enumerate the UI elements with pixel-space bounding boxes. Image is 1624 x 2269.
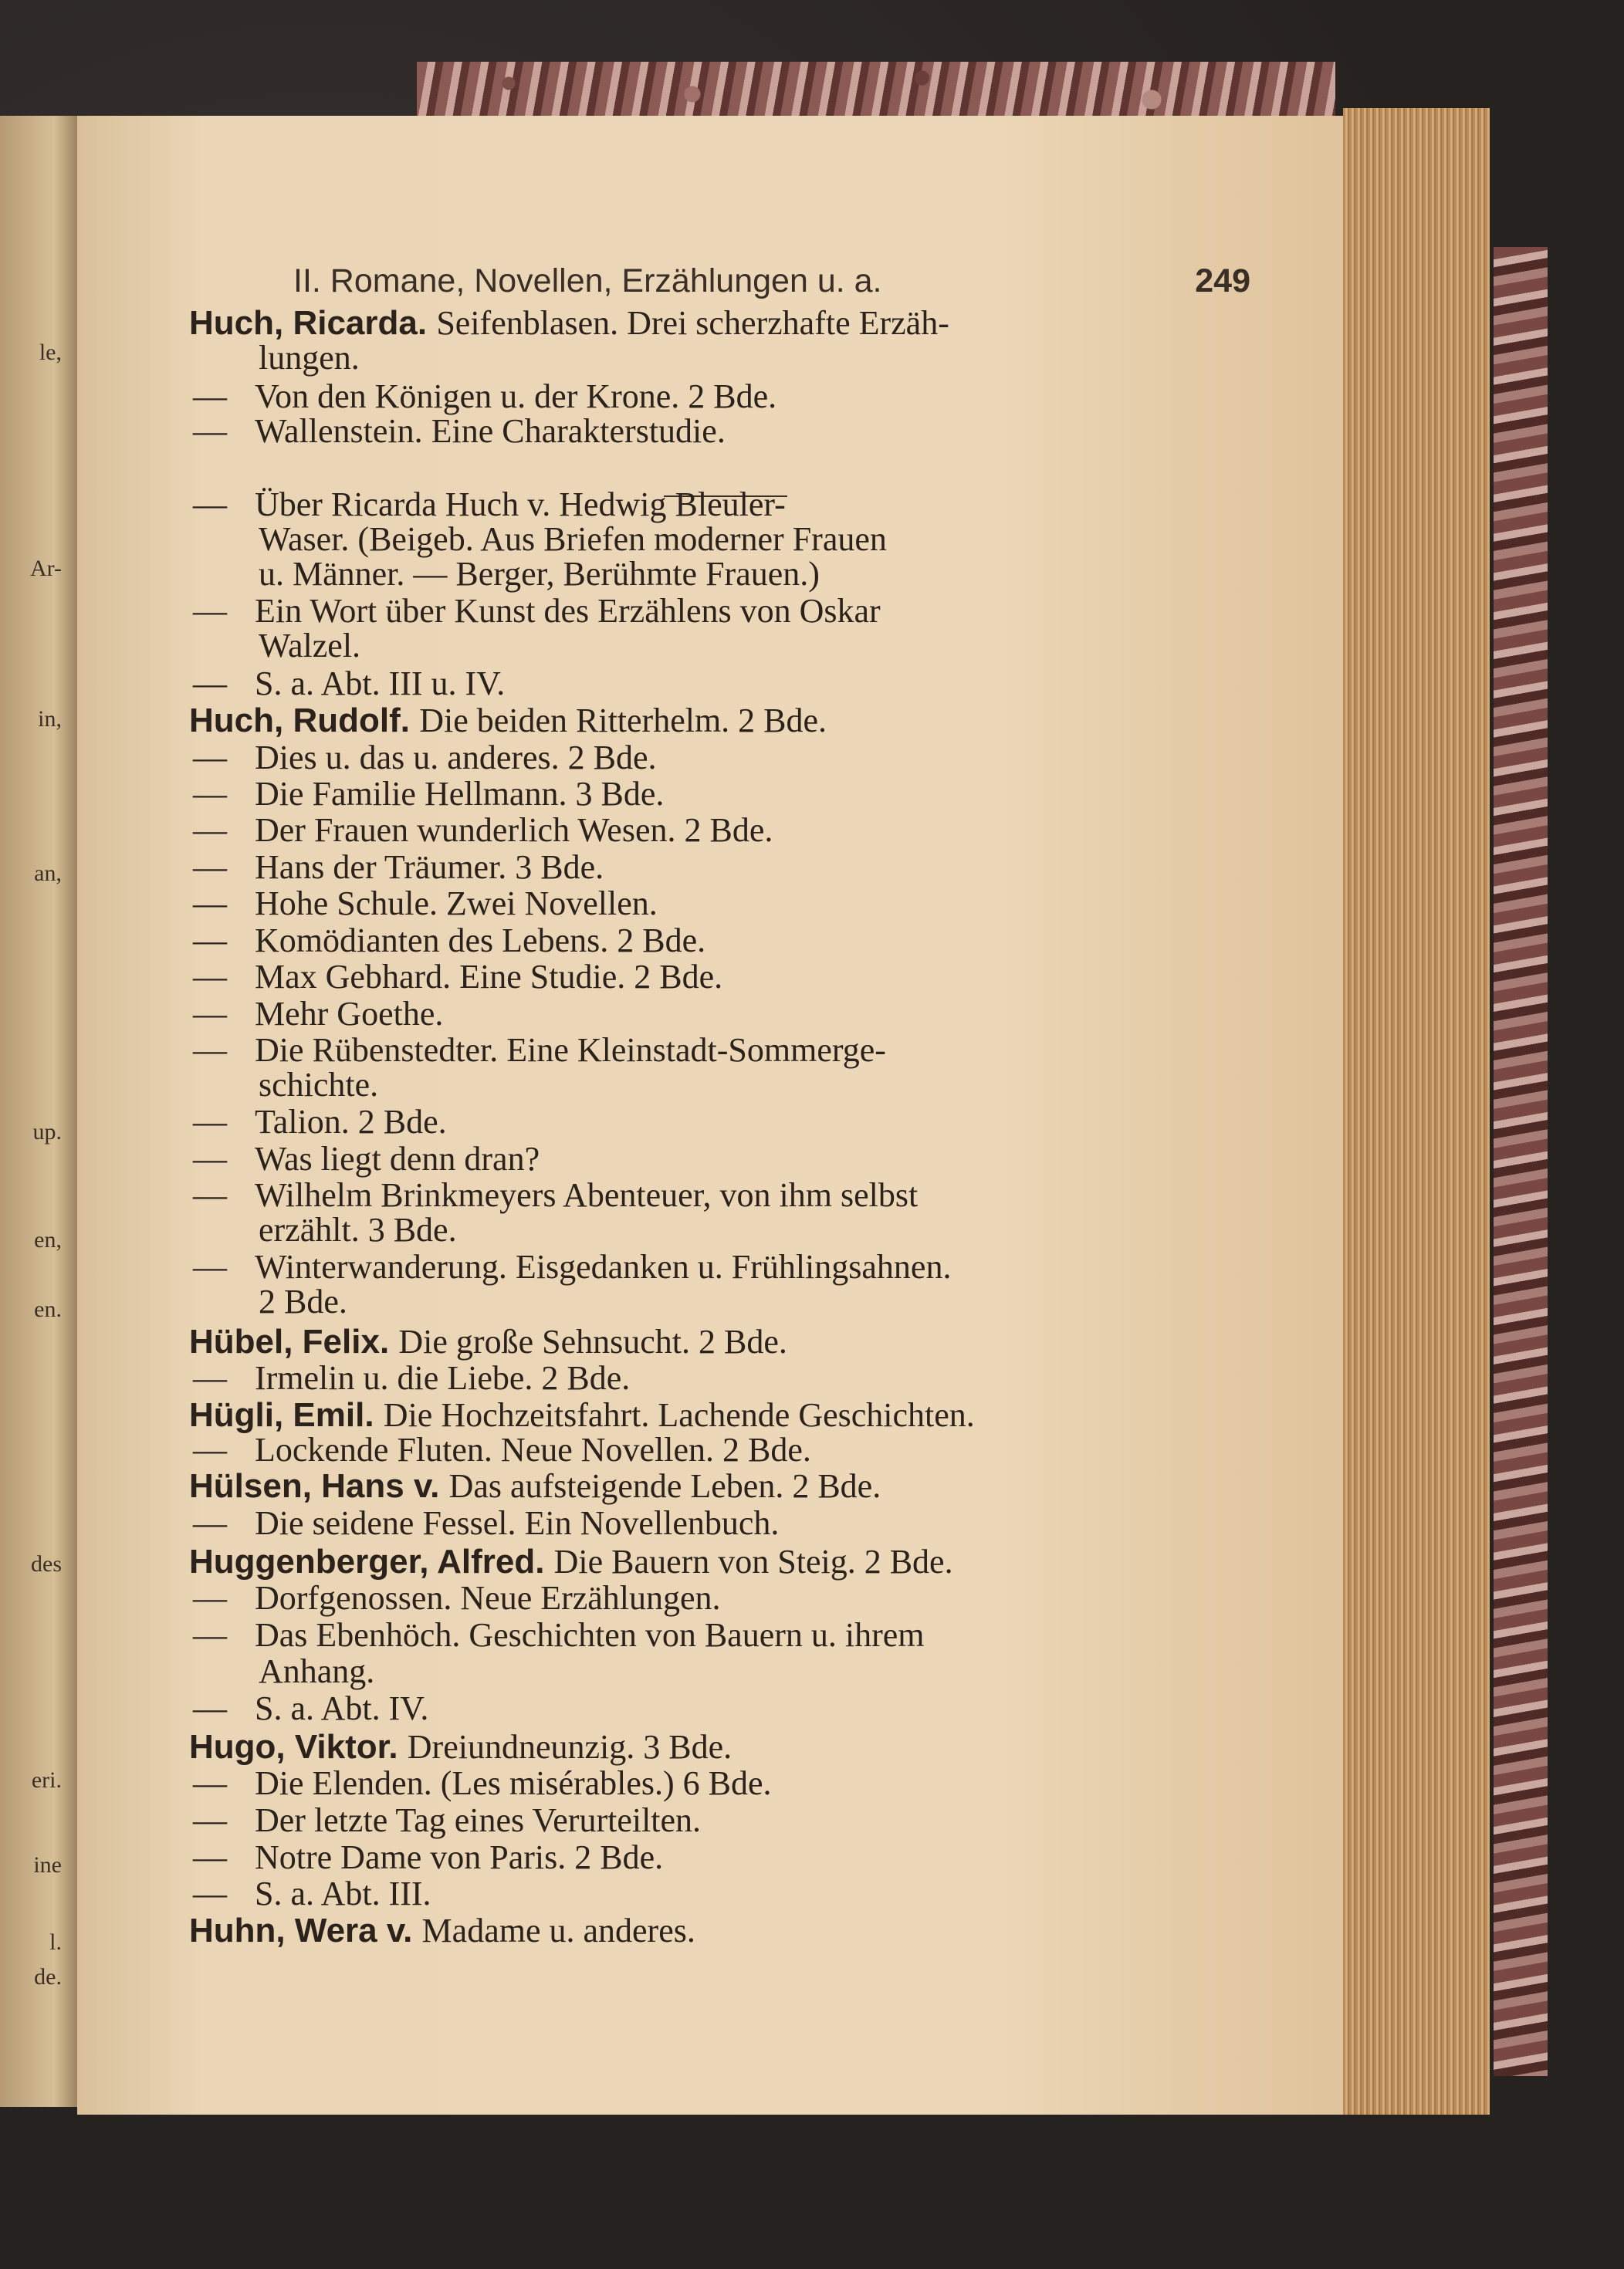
- author-name: Huch, Ricarda.: [189, 304, 437, 342]
- catalog-entry-line: [193, 1432, 811, 1469]
- section-title: II. Romane, Novellen, Erzählungen u. a.: [293, 262, 882, 299]
- author-name: Hülsen, Hans v.: [189, 1467, 449, 1505]
- entry-title-text: Der letzte Tag eines Verurteilten.: [255, 1801, 702, 1839]
- running-header: [293, 262, 1250, 300]
- entry-title-text: Waser. (Beigeb. Aus Briefen moderner Frauen: [259, 520, 887, 558]
- catalog-entry-line: [259, 627, 360, 664]
- entry-title-text: Die seidene Fessel. Ein Novellenbuch.: [255, 1504, 780, 1542]
- left-fragment: en,: [34, 1227, 62, 1253]
- entry-title-text: Max Gebhard. Eine Studie. 2 Bde.: [255, 958, 723, 996]
- entry-title-text: Irmelin u. die Liebe. 2 Bde.: [255, 1359, 631, 1397]
- entry-title-text: Der Frauen wunderlich Wesen. 2 Bde.: [255, 811, 773, 849]
- entry-title-text: Dorfgenossen. Neue Erzählungen.: [255, 1579, 721, 1617]
- entry-title-text: Die Rübenstedter. Eine Kleinstadt-Sommerge-: [255, 1031, 886, 1069]
- entry-title-text: Komödianten des Lebens. 2 Bde.: [255, 921, 706, 959]
- entry-title-text: Winterwanderung. Eisgedanken u. Frühlingsahnen.: [255, 1248, 952, 1286]
- book-page: [77, 116, 1343, 2115]
- entry-title-text: Hohe Schule. Zwei Novellen.: [255, 884, 658, 922]
- entry-title-text: Die Hochzeitsfahrt. Lachende Geschichten.: [383, 1396, 975, 1434]
- catalog-entry-line: [193, 1690, 428, 1727]
- catalog-entry-line: [193, 1032, 886, 1069]
- entry-title-text: Dreiundneunzig. 3 Bde.: [407, 1728, 732, 1766]
- catalog-entry-line: [193, 665, 505, 702]
- catalog-entry-line: [259, 521, 887, 558]
- left-fragment: Ar-: [29, 556, 62, 581]
- entry-title-text: Walzel.: [259, 627, 361, 664]
- entry-title-text: 2 Bde.: [259, 1283, 347, 1320]
- left-fragment: le,: [39, 340, 62, 365]
- ditto-dash: —: [193, 412, 227, 450]
- ditto-dash: —: [193, 1579, 227, 1617]
- catalog-entry-line: [193, 1875, 431, 1912]
- catalog-entry-line: [193, 1839, 663, 1876]
- entry-title-text: S. a. Abt. III.: [255, 1875, 431, 1912]
- entry-title-text: Mehr Goethe.: [255, 995, 444, 1033]
- ditto-dash: —: [193, 958, 227, 996]
- catalog-entry-line: [193, 1765, 772, 1802]
- left-fragment: des: [31, 1551, 62, 1577]
- catalog-entry-line: [193, 996, 443, 1033]
- ditto-dash: —: [193, 1764, 227, 1802]
- entry-title-text: Notre Dame von Paris. 2 Bde.: [255, 1838, 664, 1876]
- catalog-entry-line: [193, 812, 773, 849]
- entry-title-text: S. a. Abt. III u. IV.: [255, 664, 506, 702]
- left-fragment: ine: [33, 1852, 62, 1878]
- catalog-entry-line: [259, 340, 360, 377]
- ditto-dash: —: [193, 664, 227, 702]
- entry-title-text: Die Familie Hellmann. 3 Bde.: [255, 775, 665, 813]
- entry-title-text: Über Ricarda Huch v. Hedwig Bleuler-: [255, 485, 786, 523]
- catalog-entry-line: [193, 1802, 701, 1839]
- catalog-entry-author-line: [189, 1468, 881, 1505]
- entry-title-text: Die Bauern von Steig. 2 Bde.: [553, 1543, 953, 1581]
- ditto-dash: —: [193, 377, 227, 415]
- entry-title-text: Ein Wort über Kunst des Erzählens von Oskar: [255, 592, 881, 630]
- catalog-entry-author-line: [189, 1397, 975, 1434]
- catalog-entry-line: [193, 1360, 630, 1397]
- ditto-dash: —: [193, 995, 227, 1033]
- ditto-dash: —: [193, 1689, 227, 1727]
- catalog-entry-author-line: [189, 702, 827, 739]
- entry-title-text: Von den Königen u. der Krone. 2 Bde.: [255, 377, 777, 415]
- left-fragment: eri.: [31, 1767, 62, 1793]
- ditto-dash: —: [193, 592, 227, 630]
- ditto-dash: —: [193, 739, 227, 776]
- left-fragment: in,: [38, 706, 62, 732]
- catalog-entry-line: [193, 1617, 925, 1654]
- entry-title-text: Anhang.: [259, 1652, 375, 1690]
- entry-title-text: Dies u. das u. anderes. 2 Bde.: [255, 739, 657, 776]
- ditto-dash: —: [193, 1176, 227, 1214]
- author-name: Hugo, Viktor.: [189, 1728, 408, 1766]
- ditto-dash: —: [193, 1838, 227, 1876]
- catalog-entry-line: [193, 1249, 951, 1286]
- ditto-dash: —: [193, 1248, 227, 1286]
- entry-title-text: Wilhelm Brinkmeyers Abenteuer, von ihm selbst: [255, 1176, 919, 1214]
- ditto-dash: —: [193, 921, 227, 959]
- catalog-entry-author-line: [189, 1912, 695, 1949]
- entry-title-text: Lockende Fluten. Neue Novellen. 2 Bde.: [255, 1431, 811, 1469]
- catalog-entry-line: [193, 1580, 721, 1617]
- marbled-top-edge: [417, 62, 1335, 116]
- entry-title-text: lungen.: [259, 339, 360, 377]
- catalog-entry-line: [259, 1212, 457, 1249]
- catalog-entry-line: [193, 922, 705, 959]
- marbled-right-edge: [1494, 247, 1548, 2076]
- ditto-dash: —: [193, 1140, 227, 1178]
- entry-title-text: schichte.: [259, 1066, 379, 1104]
- entry-title-text: Die Elenden. (Les misérables.) 6 Bde.: [255, 1764, 772, 1802]
- left-fragment: up.: [32, 1119, 62, 1145]
- catalog-entry-line: [259, 556, 820, 593]
- catalog-entry-author-line: [189, 1544, 953, 1581]
- page-number: 249: [1195, 262, 1250, 299]
- left-fragment: an,: [34, 861, 62, 886]
- catalog-entry-line: [193, 486, 786, 523]
- author-name: Huhn, Wera v.: [189, 1912, 422, 1949]
- ditto-dash: —: [193, 485, 227, 523]
- catalog-entry-line: [193, 413, 726, 450]
- catalog-entry-line: [193, 1141, 540, 1178]
- left-fragment: en.: [34, 1297, 62, 1322]
- entry-title-text: Hans der Träumer. 3 Bde.: [255, 848, 604, 886]
- catalog-entry-line: [193, 1104, 447, 1141]
- catalog-entry-author-line: [189, 1324, 787, 1361]
- ditto-dash: —: [193, 1504, 227, 1542]
- catalog-entry-author-line: [189, 305, 949, 342]
- entry-title-text: Die beiden Ritterhelm. 2 Bde.: [419, 702, 827, 739]
- catalog-entry-line: [193, 1177, 918, 1214]
- catalog-entry-line: [193, 378, 776, 415]
- ditto-dash: —: [193, 1359, 227, 1397]
- catalog-entry-line: [193, 739, 657, 776]
- author-name: Hügli, Emil.: [189, 1396, 384, 1434]
- ditto-dash: —: [193, 1431, 227, 1469]
- ditto-dash: —: [193, 1616, 227, 1654]
- ditto-dash: —: [193, 1103, 227, 1141]
- author-name: Huch, Rudolf.: [189, 702, 420, 739]
- entry-title-text: Seifenblasen. Drei scherzhafte Erzäh-: [436, 304, 949, 342]
- catalog-entry-line: [193, 849, 604, 886]
- catalog-entry-line: [193, 1505, 779, 1542]
- catalog-entry-line: [193, 959, 722, 996]
- author-name: Hübel, Felix.: [189, 1323, 399, 1361]
- ditto-dash: —: [193, 1031, 227, 1069]
- ditto-dash: —: [193, 1801, 227, 1839]
- entry-title-text: u. Männer. — Berger, Berühmte Frauen.): [259, 555, 820, 593]
- catalog-entry-line: [193, 593, 881, 630]
- entry-title-text: Was liegt denn dran?: [255, 1140, 540, 1178]
- catalog-entry-line: [259, 1283, 347, 1320]
- catalog-entry-author-line: [189, 1729, 732, 1766]
- entry-title-text: Talion. 2 Bde.: [255, 1103, 447, 1141]
- left-fragment: l.: [49, 1929, 62, 1955]
- ditto-dash: —: [193, 848, 227, 886]
- catalog-entry-line: [193, 776, 664, 813]
- page-stack-edge: [1343, 108, 1490, 2115]
- author-name: Huggenberger, Alfred.: [189, 1543, 554, 1581]
- ditto-dash: —: [193, 811, 227, 849]
- entry-title-text: Madame u. anderes.: [421, 1912, 695, 1949]
- catalog-entry-line: [259, 1653, 374, 1690]
- ditto-dash: —: [193, 775, 227, 813]
- entry-title-text: Die große Sehnsucht. 2 Bde.: [398, 1323, 787, 1361]
- entry-title-text: Das Ebenhöch. Geschichten von Bauern u. ihrem: [255, 1616, 925, 1654]
- ditto-dash: —: [193, 884, 227, 922]
- left-facing-page: [0, 116, 77, 2107]
- entry-title-text: S. a. Abt. IV.: [255, 1689, 429, 1727]
- entry-title-text: Wallenstein. Eine Charakterstudie.: [255, 412, 726, 450]
- entry-title-text: erzählt. 3 Bde.: [259, 1211, 457, 1249]
- ditto-dash: —: [193, 1875, 227, 1912]
- catalog-entry-line: [259, 1067, 378, 1104]
- left-fragment: de.: [34, 1964, 62, 1990]
- catalog-entry-line: [193, 885, 658, 922]
- entry-title-text: Das aufsteigende Leben. 2 Bde.: [448, 1467, 881, 1505]
